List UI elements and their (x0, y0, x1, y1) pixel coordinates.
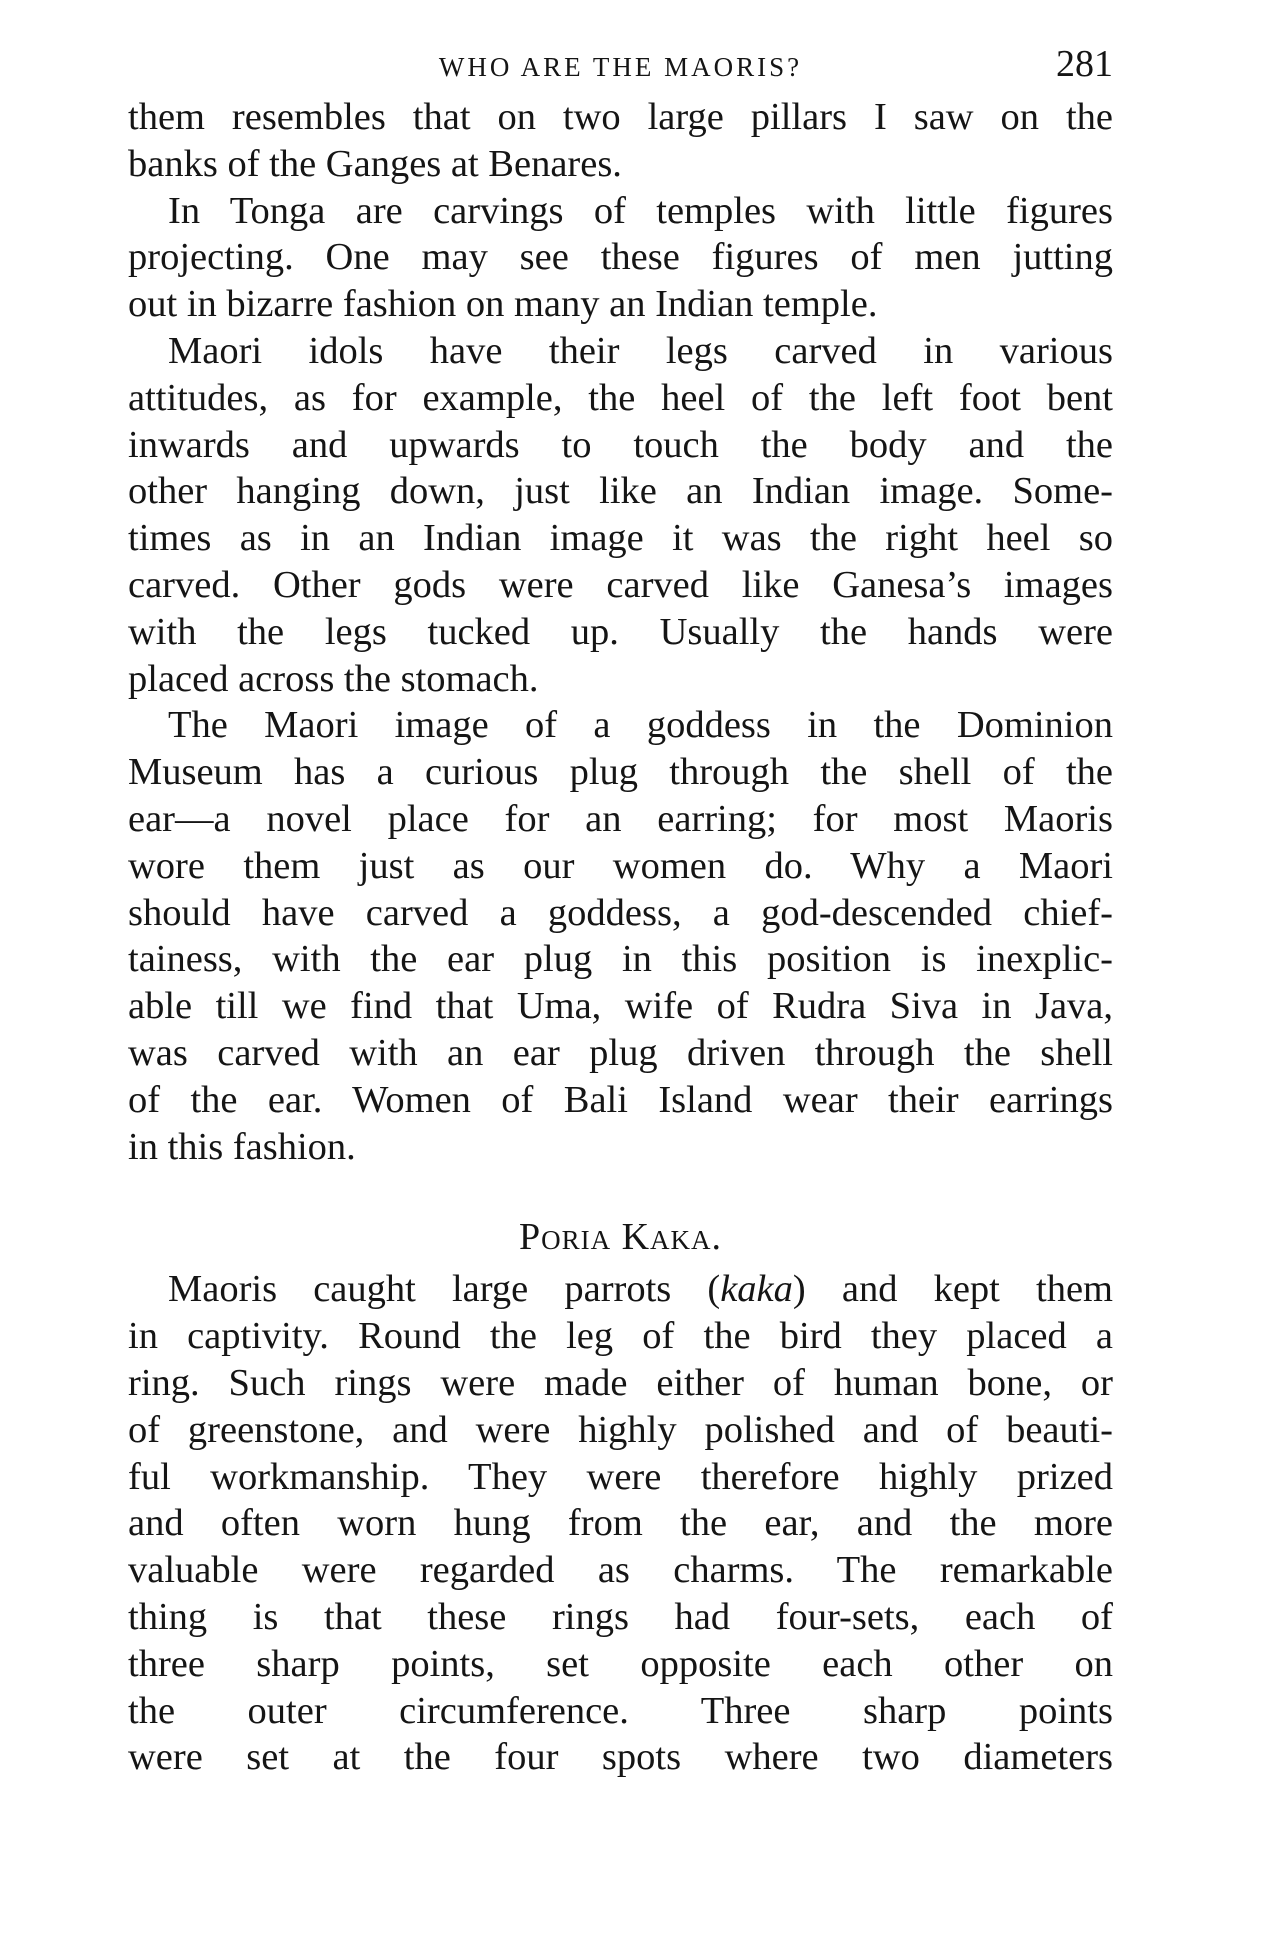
section-heading: Poria Kaka. (518, 1216, 723, 1259)
text-line: ear—a novel place for an earring; for most Maoris (128, 797, 1113, 840)
text-line: wore them just as our women do. Why a Maori (128, 844, 1113, 887)
text-line: of the ear. Women of Bali Island wear their earrings (128, 1078, 1113, 1121)
text-line: Museum has a curious plug through the shell of the (128, 751, 1113, 794)
paragraph-3 (128, 328, 1113, 702)
text-line: in this fashion. (128, 1125, 356, 1168)
text-line: ring. Such rings were made either of human bone, or (128, 1361, 1113, 1404)
text-line: tainess, with the ear plug in this position is inexplic- (128, 938, 1113, 981)
text-fragment: ) and kept them (792, 1268, 1113, 1311)
text-line: in captivity. Round the leg of the bird they placed a (128, 1315, 1113, 1358)
text-line: out in bizarre fashion on many an Indian temple. (128, 283, 878, 326)
text-line: thing is that these rings had four-sets, each of (128, 1595, 1113, 1638)
book-page (128, 34, 1113, 1781)
text-line: other hanging down, just like an Indian image. Some- (128, 470, 1113, 513)
text-line: the outer circumference. Three sharp points (128, 1689, 1113, 1732)
section-spacer (128, 1170, 1113, 1208)
text-line: projecting. One may see these figures of men jutting (128, 236, 1113, 279)
text-line: and often worn hung from the ear, and the more (128, 1502, 1113, 1545)
text-line: The Maori image of a goddess in the Dominion (168, 704, 1113, 747)
running-title: WHO ARE THE MAORIS? (438, 52, 803, 82)
text-line: inwards and upwards to touch the body and the (128, 423, 1113, 466)
text-line: banks of the Ganges at Benares. (128, 142, 622, 185)
paragraph-5 (128, 1266, 1113, 1781)
text-line (128, 1266, 1113, 1313)
text-line: placed across the stomach. (128, 657, 539, 700)
paragraph-2 (128, 188, 1113, 328)
text-line: were set at the four spots where two diameters (128, 1736, 1113, 1779)
text-line: Maori idols have their legs carved in various (168, 329, 1113, 372)
text-line: attitudes, as for example, the heel of the left foot bent (128, 376, 1113, 419)
text-line: of greenstone, and were highly polished and of beauti- (128, 1408, 1113, 1451)
page-number: 281 (1056, 43, 1113, 85)
text-line: In Tonga are carvings of temples with little figures (168, 189, 1113, 232)
paragraph-1 (128, 94, 1113, 188)
text-line: times as in an Indian image it was the right heel so (128, 517, 1113, 560)
paragraph-4 (128, 702, 1113, 1170)
text-line: with the legs tucked up. Usually the hands were (128, 610, 1113, 653)
text-line: valuable were regarded as charms. The remarkable (128, 1549, 1113, 1592)
text-line: three sharp points, set opposite each other on (128, 1642, 1113, 1685)
text-line: carved. Other gods were carved like Ganesa’s images (128, 563, 1113, 606)
running-head (128, 34, 1113, 94)
text-line: should have carved a goddess, a god-descended chief- (128, 891, 1113, 934)
text-line: able till we find that Uma, wife of Rudra Siva in Java, (128, 985, 1113, 1028)
text-fragment: Maoris caught large parrots ( (168, 1268, 721, 1311)
text-line: ful workmanship. They were therefore highly prized (128, 1455, 1113, 1498)
text-line: was carved with an ear plug driven through the shell (128, 1031, 1113, 1074)
italic-term: kaka (720, 1268, 793, 1311)
text-line: them resembles that on two large pillars I saw on the (128, 96, 1113, 138)
